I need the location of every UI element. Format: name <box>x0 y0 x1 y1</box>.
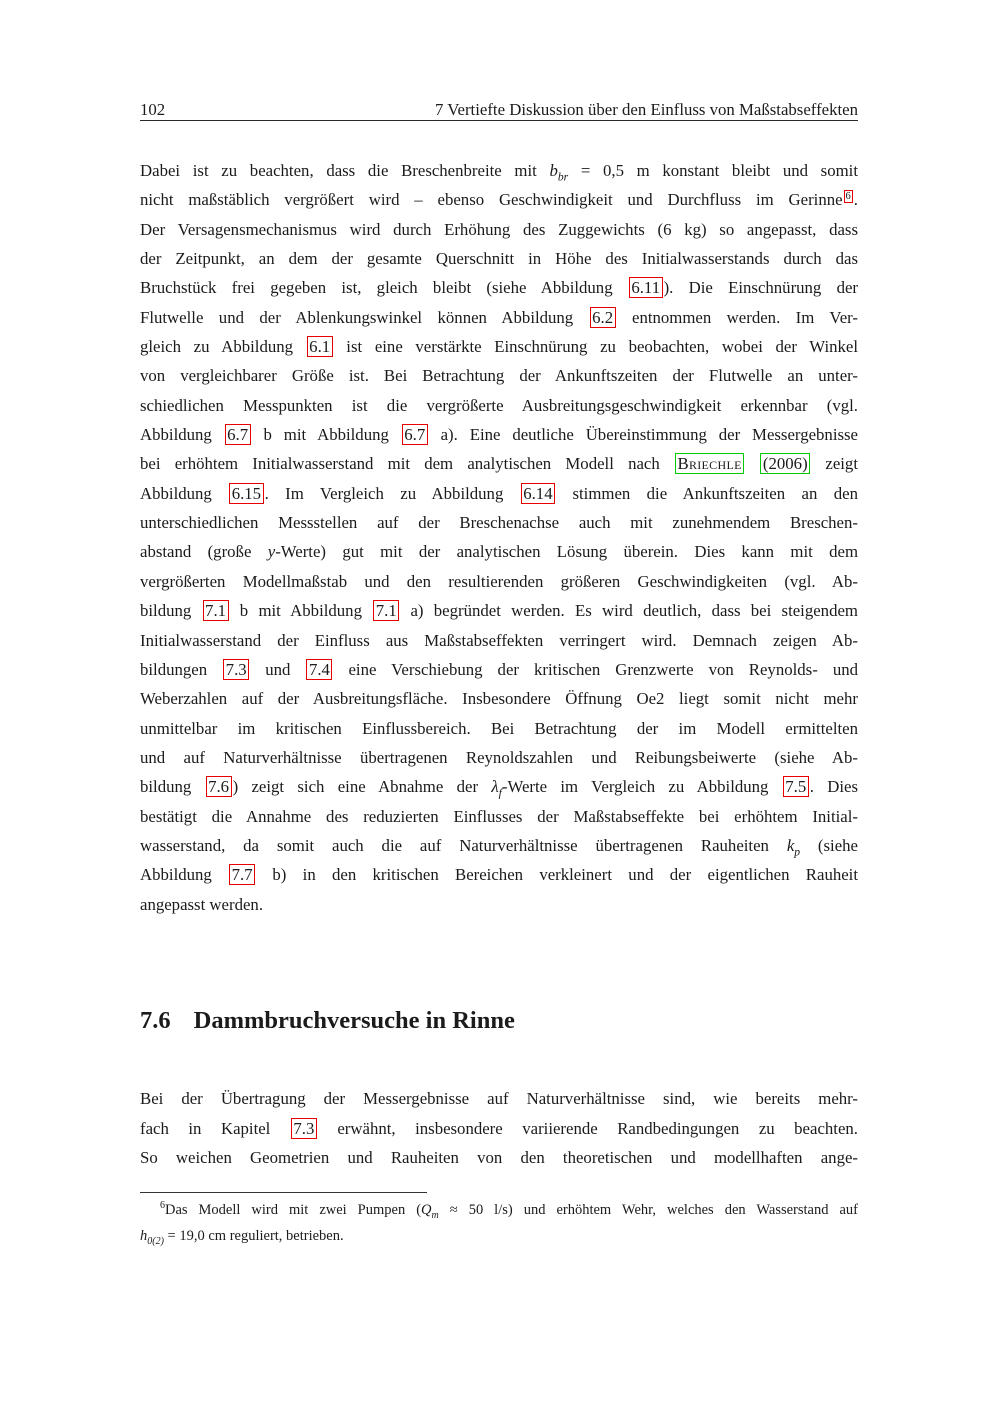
figure-ref-link[interactable]: 6.7 <box>402 424 428 445</box>
math-variable: $h_{0(2)}$ <box>140 1228 164 1247</box>
text-line: Bruchstück frei gegeben ist, gleich bleibt (siehe Abbildung 6.11 ). Die Einschnürung der <box>140 278 859 298</box>
text-line: gleich zu Abbildung 6.1 ist eine verstärkte Einschnürung zu beobachten, wobei der Winkel <box>140 337 859 357</box>
figure-ref-link[interactable]: 7.1 <box>203 600 229 621</box>
figure-ref-link[interactable]: 6.15 <box>229 483 263 504</box>
section-number: 7.6 <box>140 1007 171 1034</box>
citation-year-link[interactable]: (2006) <box>760 453 810 474</box>
text-line: nicht maßstäblich vergrößert wird – ebenso Geschwindigkeit und Durchfluss im Gerinne $^6$ . <box>140 190 858 210</box>
figure-ref-link[interactable]: 6.11 <box>629 277 663 298</box>
text-line: bildungen 7.3 und 7.4 eine Verschiebung der kritischen Grenzwerte von Reynolds- und <box>140 659 858 679</box>
figure-ref-link[interactable]: 7.3 <box>291 1118 317 1139</box>
figure-ref-link[interactable]: 6.7 <box>225 424 251 445</box>
header-rule <box>140 120 858 121</box>
text-line: fach in Kapitel 7.3 erwähnt, insbesondere variierende Randbedingungen zu beachten. <box>140 1118 858 1138</box>
text-line: unmittelbar im kritischen Einflussbereich. Bei Betrachtung der im Modell ermittelten <box>140 718 858 738</box>
math-variable: y <box>267 542 276 562</box>
math-variable: $k_p$ <box>786 835 801 859</box>
figure-ref-link[interactable]: 6.1 <box>307 336 333 357</box>
figure-ref-link[interactable]: 6.14 <box>521 483 555 504</box>
text-line: Der Versagensmechanismus wird durch Erhöhung des Zuggewichts (6 kg) so angepasst, dass <box>140 219 858 239</box>
figure-ref-link[interactable]: 7.5 <box>783 776 809 797</box>
text-line: So weichen Geometrien und Rauheiten von den theoretischen und modellhaften ange- <box>140 1148 858 1168</box>
text-line: abstand (große y-Werte) gut mit der analytischen Lösung überein. Dies kann mit dem <box>140 542 858 562</box>
text-line: bildung 7.1 b mit Abbildung 7.1 a) begründet werden. Es wird deutlich, dass bei steigendem <box>140 601 858 621</box>
citation-author-link[interactable]: Briechle <box>675 453 744 474</box>
figure-ref-link[interactable]: 7.3 <box>223 659 249 680</box>
math-variable: $b_{br}$ <box>549 161 569 184</box>
text-line: der Zeitpunkt, an dem der gesamte Querschnitt in Höhe des Initialwasserstands durch das <box>140 249 858 269</box>
text-line: vergrößerten Modellmaßstab und den resultierenden größeren Geschwindigkeiten (vgl. Ab- <box>140 571 858 591</box>
text-line: Initialwasserstand der Einfluss aus Maßstabseffekten verringert wird. Demnach zeigen Ab- <box>140 630 858 650</box>
footnote-ref-link[interactable]: 6 <box>845 190 851 202</box>
paragraph-intro <box>140 1084 858 1173</box>
figure-ref-link[interactable]: 7.4 <box>306 659 332 680</box>
text-line: $^6$Das Modell wird mit zwei Pumpen ($Q_m \approx 50$ l/s) und erhöhtem Wehr, welches den Wasserstand auf <box>160 1200 858 1221</box>
text-line: Abbildung 6.7 b mit Abbildung 6.7 a). Eine deutliche Übereinstimmung der Messergebnisse <box>140 425 858 445</box>
paragraph-discussion <box>140 156 858 919</box>
text-line: Flutwelle und der Ablenkungswinkel können Abbildung 6.2 entnommen werden. Im Ver- <box>140 307 858 327</box>
section-heading <box>140 1005 858 1037</box>
text-line: schiedlichen Messpunkten ist die vergrößerte Ausbreitungsgeschwindigkeit erkennbar (vgl. <box>140 395 858 415</box>
text-line: bildung 7.6 ) zeigt sich eine Abnahme der $\lambda_f$-Werte im Vergleich zu Abbildung 7.5 . Dies <box>140 777 858 800</box>
text-line: und auf Naturverhältnisse übertragenen Reynoldszahlen und Reibungsbeiwerte (siehe Ab- <box>140 747 858 767</box>
figure-ref-link[interactable]: 7.6 <box>206 776 232 797</box>
page-number: 102 <box>140 100 166 119</box>
text-line: bei erhöhtem Initialwasserstand mit dem analytischen Modell nach Briechle (2006) zeigt <box>140 454 858 474</box>
text-line: angepasst werden. <box>140 894 264 914</box>
math-variable: $Q_m$ <box>421 1202 439 1221</box>
text-line: Abbildung 7.7 b) in den kritischen Bereichen verkleinert und der eigentlichen Rauheit <box>140 865 859 885</box>
footnote-rule <box>140 1192 427 1193</box>
text-line: Bei der Übertragung der Messergebnisse auf Naturverhältnisse sind, wie bereits mehr- <box>140 1089 858 1108</box>
page-header <box>140 101 858 119</box>
section-title: Dammbruchversuche in Rinne <box>193 1007 515 1034</box>
text-line: Abbildung 6.15 . Im Vergleich zu Abbildung 6.14 stimmen die Ankunftszeiten an den <box>140 483 858 503</box>
text-line: wasserstand, da somit auch die auf Naturverhältnisse übertragenen Rauheiten $k_p$ (siehe <box>140 835 858 859</box>
text-line: Weberzahlen auf der Ausbreitungsfläche. Insbesondere Öffnung Oe2 liegt somit nicht mehr <box>140 689 858 709</box>
text-line: $h_{0(2)} = 19,0$ cm reguliert, betrieben. <box>140 1228 344 1247</box>
figure-ref-link[interactable]: 6.2 <box>590 307 616 328</box>
running-chapter-title: 7 Vertiefte Diskussion über den Einfluss von Maßstabseffekten <box>434 100 858 119</box>
text-line: von vergleichbarer Größe ist. Bei Betrachtung der Ankunftszeiten der Flutwelle an unter- <box>140 366 858 386</box>
text-line: Dabei ist zu beachten, dass die Breschenbreite mit $b_{br} = 0,5$ m konstant bleibt und somit <box>140 161 858 184</box>
figure-ref-link[interactable]: 7.1 <box>373 600 399 621</box>
text-line: unterschiedlichen Messstellen auf der Breschenachse auch mit zunehmendem Breschen- <box>140 513 858 533</box>
math-variable: $\lambda_f$ <box>491 777 502 800</box>
footnote-marker: 6 <box>160 1200 165 1212</box>
footnote <box>140 1197 858 1249</box>
figure-ref-link[interactable]: 7.7 <box>229 864 255 885</box>
text-line: bestätigt die Annahme des reduzierten Einflusses der Maßstabseffekte bei erhöhtem Initial- <box>140 806 858 826</box>
